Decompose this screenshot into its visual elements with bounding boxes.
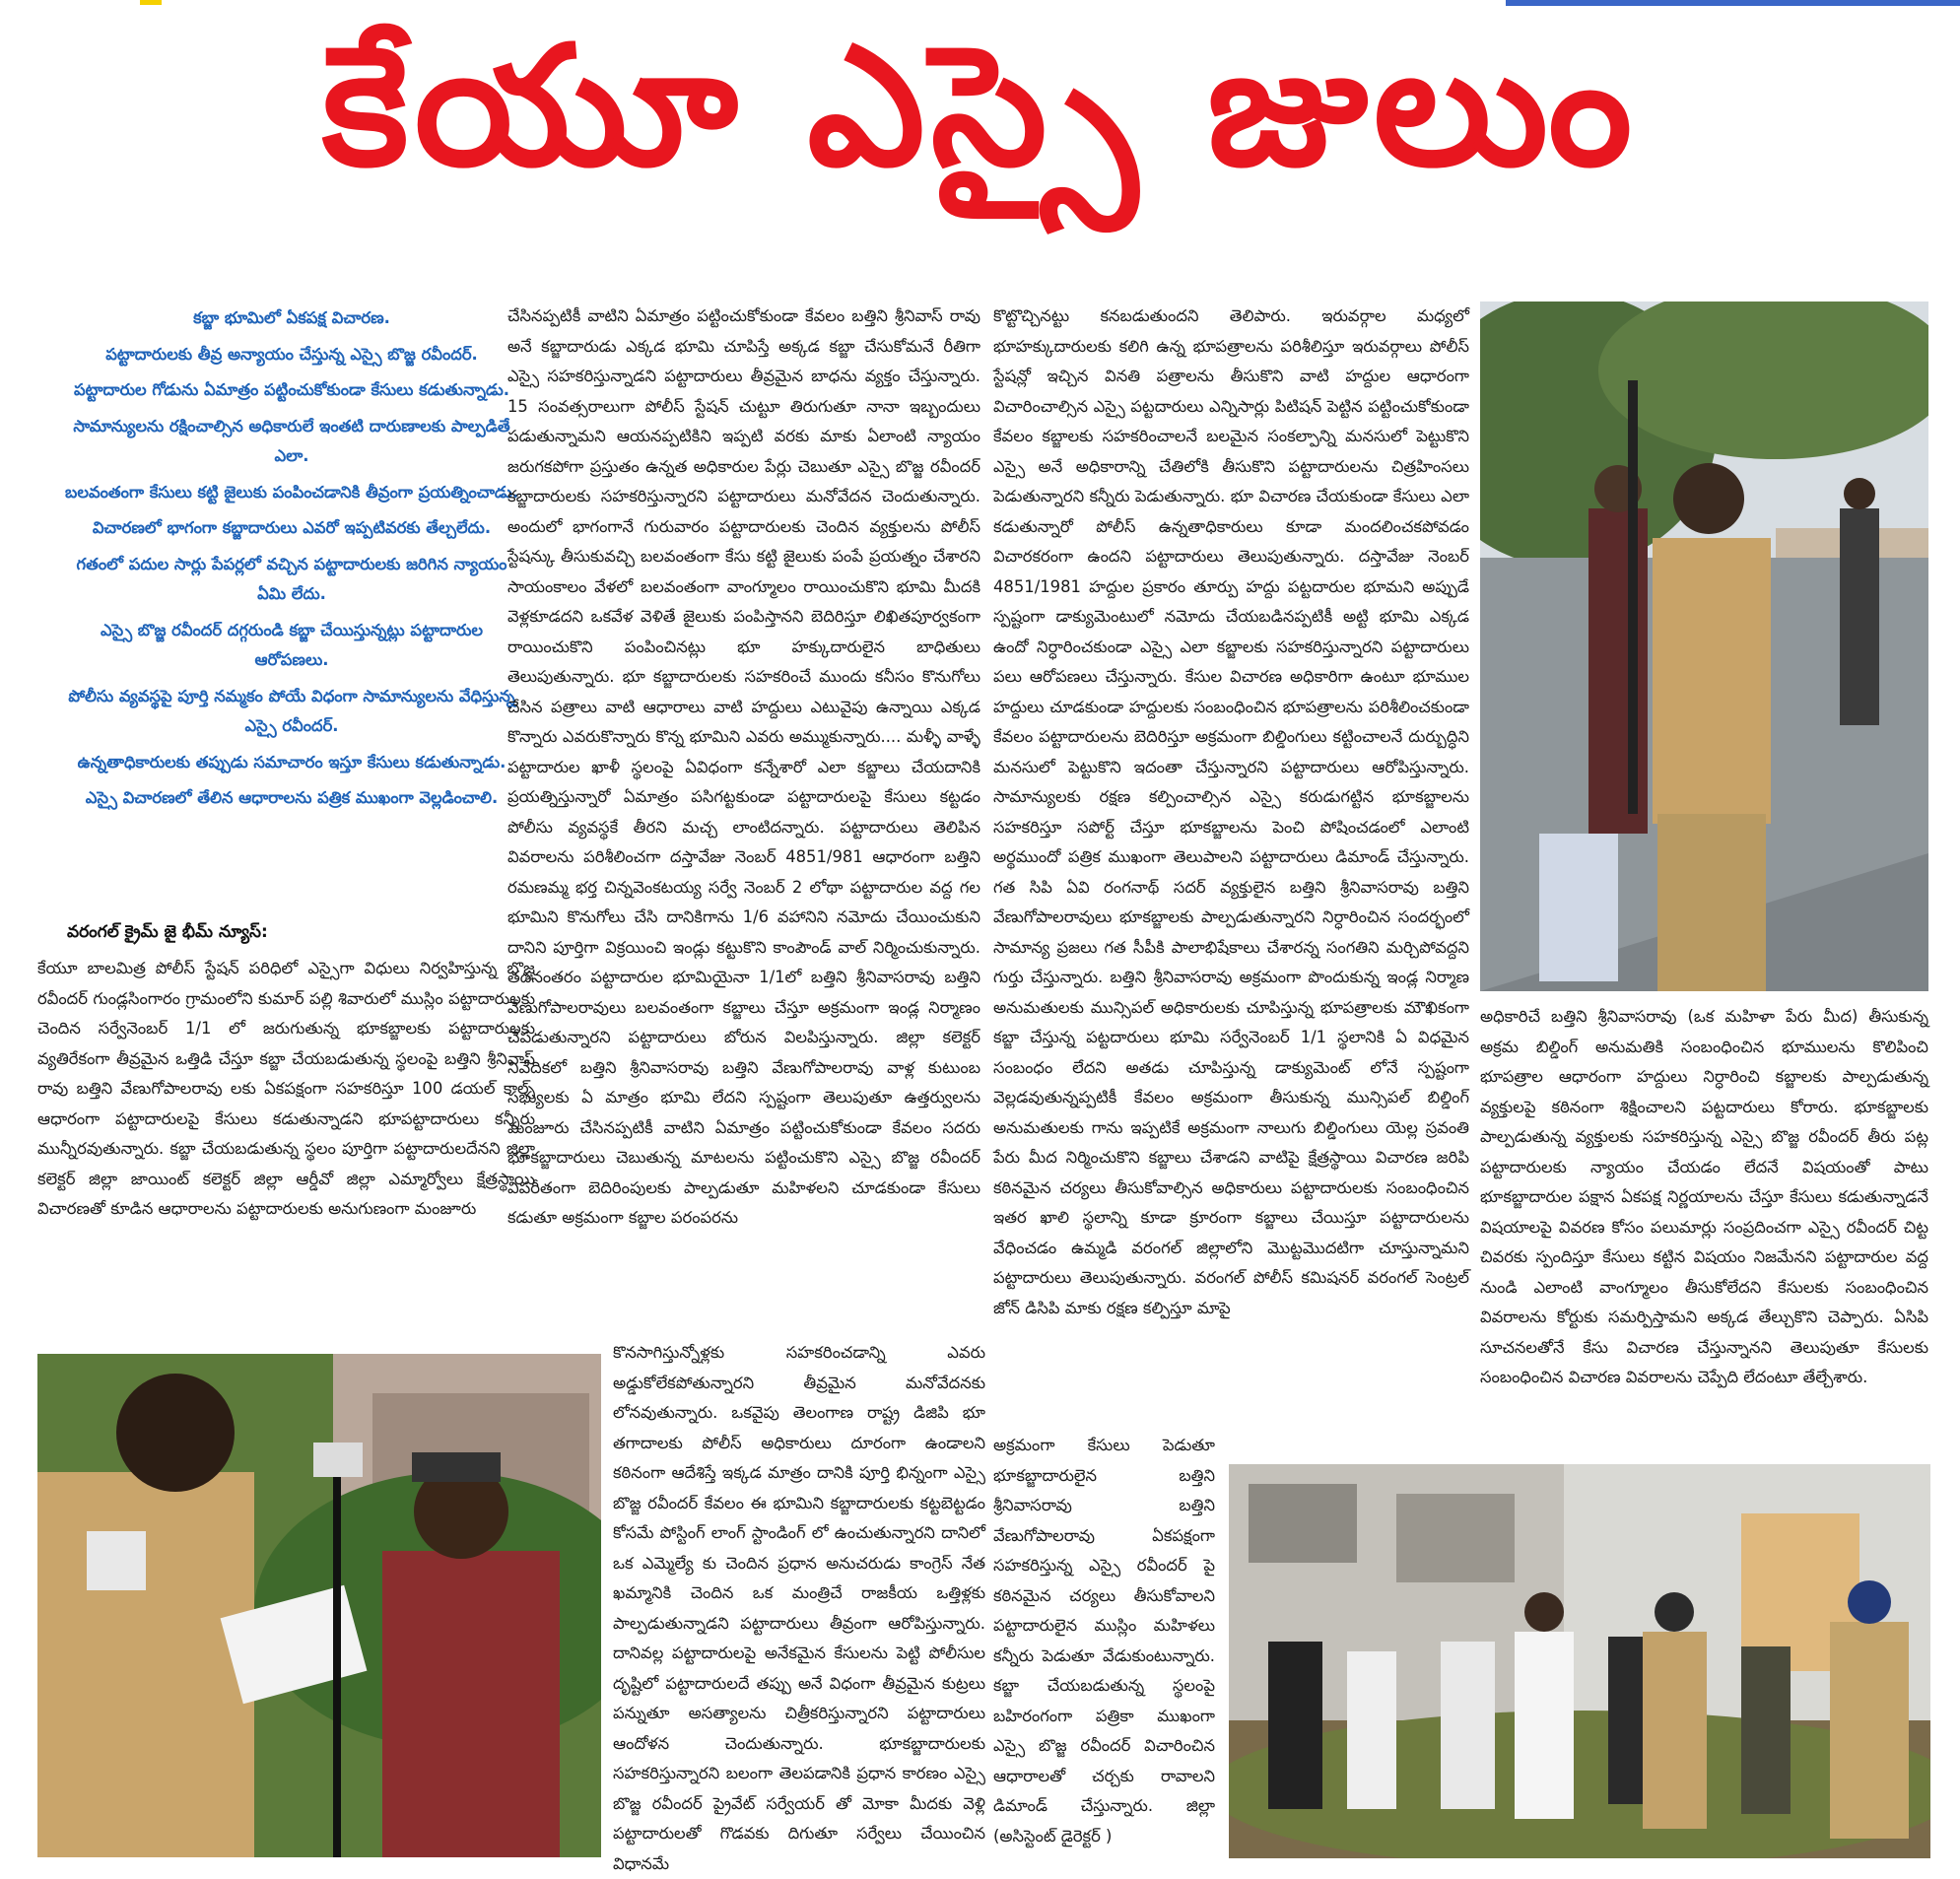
- highlight-item: పోలీసు వ్యవస్థపై పూర్తి నమ్మకం పోయే విధంగా సామాన్యులను వేధిస్తున్న ఎస్సై రవీందర్.: [68, 686, 515, 735]
- top-accent-right: [1506, 0, 1960, 6]
- article-column-3-continued: [993, 1431, 1215, 1851]
- highlight-item: ఎస్సై బొజ్జ రవీందర్ దగ్గరుండి కబ్జా చేయిస్తున్నట్లు పట్టాదారుల ఆరోపణలు.: [100, 620, 484, 669]
- article-paragraph: అక్రమంగా కేసులు పెడుతూ భూకబ్జాదారులైన బత్తిని శ్రీనివాసరావు బత్తిని వేణుగోపాలరావు ఏకపక్షంగా సహకరిస్తున్న ఎస్సై రవీందర్ పై కఠినమైన చర్యలు తీసుకోవాలని పట్టాదారులైన ముస్లిం మహిళలు కన్నీరు పెడుతూ వేడుకుంటున్నారు. కబ్జా చేయబడుతున్న స్థలంపై బహిరంగంగా పత్రికా ముఖంగా ఎస్సై బొజ్జ రవీందర్ విచారించిన ఆధారాలతో చర్చకు రావాలని డిమాండ్ చేస్తున్నారు. జిల్లా (అసిస్టెంట్ డైరెక్టర్ ): [993, 1436, 1215, 1845]
- article-paragraph: కొట్టొచ్చినట్టు కనబడుతుందని తెలిపారు. ఇరువర్గాల మధ్యలో భూహక్కుదారులకు కలిగి ఉన్న భూపత్రాలను పరిశీలిస్తూ ఇరువర్గాలు పోలీస్ స్టేషన్లో ఇచ్చిన వినతి పత్రాలను తీసుకొని వాటి హద్దుల ఆధారంగా విచారించాల్సిన ఎస్సై పట్టదారులు ఎన్నిసార్లు పిటిషన్ పెట్టిన పట్టించుకోకుండా కేవలం కబ్జాలకు సహకరించాలనే బలమైన సంకల్పాన్ని మనసులో పెట్టుకొని ఎస్సై అనే అధికారాన్ని చేతిలోకి తీసుకొని పట్టాదారులను చిత్రహింసలు పెడుతున్నారని కన్నీరు పెడుతున్నారు. భూ విచారణ చేయకుండా కేసులు ఎలా కడుతున్నారో పోలీస్ ఉన్నతాధికారులు కూడా మందలించకపోవడం విచారకరంగా ఉందని పట్టాదారులు తెలుపుతున్నారు. దస్తావేజు నెంబర్ 4851/1981 హద్దుల ప్రకారం తూర్పు హద్దు పట్టదారుల భూమని అప్పుడే స్పష్టంగా డాక్యుమెంటులో నమోదు చేయబడినప్పటికీ అట్టి భూమి ఎక్కడ ఉందో నిర్ధారించకుండా ఎస్సై ఎలా కబ్జాలకు సహకరిస్తున్నారని పట్టాదారులు పలు ఆరోపణలు చేస్తున్నారు. కేసుల విచారణ అధికారిగా ఉంటూ భూముల హద్దులు చూడకుండా హద్దులకు సంబంధించిన భూపత్రాలను పరిశీలించకుండా కేవలం పట్టాదారులను బెదిరిస్తూ అక్రమంగా బిల్డింగులు కట్టించాలనే దుర్బుద్ధిని మనసులో పెట్టుకొని ఇదంతా చేస్తున్నారని పట్టాదారులు ఆరోపిస్తున్నారు. సామాన్యులకు రక్షణ కల్పించాల్సిన ఎస్సై కరుడుగట్టిన భూకబ్జాలను సహకరిస్తూ సపోర్ట్ చేస్తూ భూకబ్జాలను పెంచి పోషించడంలో ఎలాంటి అర్థముందో పత్రిక ముఖంగా తెలుపాలని పట్టాదారులు డిమాండ్ చేస్తున్నారు. గత సిపి ఏవి రంగనాథ్ సదర్ వ్యక్తులైన బత్తిని శ్రీనివాసరావు బత్తిని వేణుగోపాలరావులు భూకబ్జాలకు పాల్పడుతున్నారని నిర్ధారించిన సందర్భంలో సామాన్య ప్రజలు గత సీపీకి పాలాభిషేకాలు చేశారన్న సంగతిని మర్చిపోవద్దని గుర్తు చేస్తున్నారు. బత్తిని శ్రీనివాసరావు అక్రమంగా పొందుకున్న ఇండ్ల నిర్మాణ అనుమతులకు మున్సిపల్ అధికారులకు చూపిస్తున్న భూపత్రాలకు మౌఖికంగా కబ్జా చేస్తున్న పట్టదారులు భూమి సర్వేనెంబర్ 1/1 స్థలానికి ఏ విధమైన సంబంధం లేదని అతడు చూపిస్తున్న డాక్యుమెంట్ లోనే స్పష్టంగా వెల్లడవుతున్నప్పటికీ కేవలం అక్రమంగా తీసుకున్న మున్సిపల్ బిల్డింగ్ అనుమతులకు గాను ఇప్పటికే అక్రమంగా నాలుగు బిల్డింగులు యెల్ల స్రవంతి పేరు మీద నిర్మించుకొని కబ్జాలు చేశాడని వాటిపై క్షేత్రస్థాయి విచారణ జరిపి కఠినమైన చర్యలు తీసుకోవాల్సిన అధికారులు పట్టాదారులకు సంబంధించిన ఇతర ఖాలి స్థలాన్ని కూడా క్రూరంగా కబ్జాలు చేయిస్తూ పట్టాదారులను వేధించడం ఉమ్మడి వరంగల్ జిల్లాలోని మొట్టమొదటిగా చూస్తున్నామని పట్టాదారులు తెలుపుతున్నారు. వరంగల్ పోలీస్ కమిషనర్ వరంగల్ సెంట్రల్ జోన్ డిసిపి మాకు రక్షణ కల్పిస్తూ మాపై: [993, 306, 1469, 1317]
- highlights-list: [61, 303, 522, 820]
- highlight-item: కబ్జా భూమిలో ఏకపక్ష విచారణ.: [193, 308, 390, 327]
- top-accent-left: [140, 0, 162, 5]
- article-paragraph: అధికారిచే బత్తిని శ్రీనివాసరావు (ఒక మహిళా పేరు మీద) తీసుకున్న అక్రమ బిల్డింగ్ అనుమతికి సంబంధించిన భూములను కొలిపించి భూపత్రాల ఆధారంగా హద్దులు నిర్ధారించి కబ్జాలకు పాల్పడుతున్న వ్యక్తులపై కఠినంగా శిక్షించాలని పట్టదారులు కోరారు. భూకబ్జాలకు పాల్పడుతున్న వ్యక్తులకు సహకరిస్తున్న ఎస్సై బొజ్జ రవీందర్ తీరు పట్ల పట్టాదారులకు న్యాయం చేయడం లేదనే విషయంతో పాటు భూకబ్జాదారుల పక్షాన ఏకపక్ష నిర్ణయాలను చేస్తూ కేసులు కడుతున్నాడనే విషయాలపై వివరణ కోసం పలుమార్లు సంప్రదించగా ఎస్సై రవీందర్ చిట్ట చివరకు స్పందిస్తూ కేసులు కట్టిన విషయం నిజమేనని పట్టాదారుల వద్ద నుండి ఎలాంటి వాంగ్మూలం తీసుకోలేదని కేసులకు సంబంధించిన వివరాలను కోర్టుకు సమర్పిస్తామని అక్కడ తేల్చుకొని చెప్పారు. ఏసిపి సూచనలతోనే కేసు విచారణ చేస్తున్నానని తెలుపుతూ కేసులకు సంబంధించిన విచారణ వివరాలను చెప్పేది లేదంటూ తేల్చేశారు.: [1480, 1007, 1928, 1386]
- highlight-item: ఉన్నతాధికారులకు తప్పుడు సమాచారం ఇస్తూ కేసులు కడుతున్నాడు.: [77, 752, 507, 772]
- article-column-2-continued: [613, 1338, 985, 1879]
- article-paragraph: చేసినప్పటికీ వాటిని ఏమాత్రం పట్టించుకోకుండా కేవలం బత్తిని శ్రీనివాస్ రావు అనే కబ్జాదారుడు ఎక్కడ భూమి చూపిస్తే అక్కడ కబ్జా చేసుకోమనే రీతిగా ఎస్సై సహకరిస్తున్నాడని పట్టాదారులు తీవ్రమైన బాధను వ్యక్తం చేస్తున్నారు. 15 సంవత్సరాలుగా పోలీస్ స్టేషన్ చుట్టూ తిరుగుతూ నానా ఇబ్బందులు పడుతున్నామని ఆయనప్పటికిని ఇప్పటి వరకు మాకు ఏలాంటి న్యాయం జరుగకపోగా ప్రస్తుతం ఉన్నత అధికారుల పేర్లు చెబుతూ ఎస్సై బొజ్జ రవీందర్ కబ్జాదారులకు సహకరిస్తున్నారని పట్టాదారులు మనోవేదన చెందుతున్నారు. అందులో భాగంగానే గురువారం పట్టాదారులకు చెందిన వ్యక్తులను పోలీస్ స్టేషన్కు తీసుకువచ్చి బలవంతంగా కేసు కట్టి జైలుకు పంపే ప్రయత్నం చేశారని సాయంకాలం వేళలో బలవంతంగా వాంగ్మూలం రాయించుకొని భూమి మీదకి వెళ్లకూడదని ఒకవేళ వెళితే జైలుకు పంపిస్తానని బెదిరిస్తూ లిఖితపూర్వకంగా రాయించుకొని పంపించినట్లు భూ హక్కుదారులైన బాధితులు తెలుపుతున్నారు. భూ కబ్జాదారులకు సహకరించే ముందు కనీసం కొనుగోలు చేసిన పత్రాలు వాటి ఆధారాలు వాటి హద్దులు ఎటువైపు ఉన్నాయి ఎక్కడ కొన్నారు ఎవరుకొన్నారు కొన్న భూమిని ఎవరు అమ్ముకున్నారు.... మళ్ళీ వాళ్ళే పట్టాదారుల ఖాళీ స్థలంపై ఏవిధంగా కన్నేశారో ఎలా కబ్జాలు చేయదానికి ప్రయత్నిస్తున్నారో ఏమాత్రం పసిగట్టకుండా పట్టాదారులపై కేసులు కట్టడం పోలీసు వ్యవస్థకే తీరని మచ్చ లాంటిదన్నారు. పట్టాదారులు తెలిపిన వివరాలను పరిశీలించగా దస్తావేజు నెంబర్ 4851/981 ఆధారంగా బత్తిని రమణమ్మ భర్త చిన్నవెంకటయ్య సర్వే నెంబర్ 2 లోథా పట్టాదారుల వద్ద గల భూమిని కొనుగోలు చేసి దానికిగాను 1/6 వహానిని నమోదు చేయించుకుని దానిని పూర్తిగా విక్రయించి ఇండ్లు కట్టుకొని కాంపౌండ్ వాల్ నిర్మించుకున్నారు. తదనంతరం పట్టాదారుల భూమియైనా 1/1లో బత్తిని శ్రీనివాసరావు బత్తిని వేణుగోపాలరావులు బలవంతంగా కబ్జాలు చేస్తూ అక్రమంగా ఇండ్ల నిర్మాణం చేపడుతున్నారని పట్టాదారులు బోరున విలపిస్తున్నారు. జిల్లా కలెక్టర్ నివేదికలో బత్తిని శ్రీనివాసరావు బత్తిని వేణుగోపాలరావు వాళ్ల కుటుంబ సభ్యులకు ఏ మాత్రం భూమి లేదని స్పష్టంగా తెలుపుతూ ఉత్తర్వులను మంజూరు చేసినప్పటికీ వాటిని ఏమాత్రం పట్టించుకోకుండా కేవలం సదరు భూకబ్జాదారులు చెబుతున్న మాటలను పట్టించుకొని ఎస్సై బొజ్జ రవీందర్ విపరీతంగా బెదిరింపులకు పాల్పడుతూ మహిళలని చూడకుండా కేసులు కడుతూ అక్రమంగా కబ్జాల పరంపరను: [507, 306, 980, 1227]
- highlight-item: ఎస్సై విచారణలో తేలిన ఆధారాలను పత్రిక ముఖంగా వెల్లడించాలి.: [85, 788, 499, 807]
- highlight-item: పట్టాదారులకు తీవ్ర అన్యాయం చేస్తున్న ఎస్సై బొజ్జ రవీందర్.: [105, 344, 478, 364]
- highlight-item: గతంలో పదుల సార్లు పేపర్లలో వచ్చిన పట్టాదారులకు జరిగిన న్యాయం ఏమి లేదు.: [76, 554, 507, 603]
- article-column-3: [993, 302, 1469, 1323]
- highlight-item: పట్టాదారుల గోడును ఏమాత్రం పట్టించుకోకుండా కేసులు కడుతున్నాడు.: [73, 380, 510, 399]
- article-column-4: [1480, 1002, 1928, 1393]
- article-paragraph: కేయూ బాలమిత్ర పోలీస్ స్టేషన్ పరిధిలో ఎస్సైగా విధులు నిర్వహిస్తున్న బొజ్జ రవీందర్ గుండ్లసింగారం గ్రామంలోని కుమార్ పల్లి శివారులో ముస్లిం పట్టాదారులకు చెందిన సర్వేనెంబర్ 1/1 లో జరుగుతున్న భూకబ్జాలకు పట్టాదారులకు వ్యతిరేకంగా తీవ్రమైన ఒత్తిడి చేస్తూ కబ్జా చేయబడుతున్న స్థలంపై బత్తిని శ్రీనివాస్ రావు బత్తిని వేణుగోపాలరావు లకు ఏకపక్షంగా సహకరిస్తూ 100 డయల్ కాల్స్ ఆధారంగా పట్టాదారులపై కేసులు కడుతున్నాడని భూపట్టాదారులు కన్నీరు మున్నీరవుతున్నారు. కబ్జా చేయబడుతున్న స్థలం పూర్తిగా పట్టాదారులదేనని జిల్లా కలెక్టర్ జిల్లా జాయింట్ కలెక్టర్ జిల్లా ఆర్డీవో జిల్లా ఎమ్మార్వోలు క్షేత్రస్థాయి విచారణతో కూడిన ఆధారాలను పట్టాదారులకు అనుగుణంగా మంజూరు: [37, 959, 535, 1218]
- photo-group-at-site: [1229, 1464, 1930, 1858]
- highlight-item: బలవంతంగా కేసులు కట్టి జైలుకు పంపించడానికి తీవ్రంగా ప్రయత్నించాడు.: [65, 482, 518, 502]
- headline: కేయూ ఎస్సై జులుం: [321, 10, 1639, 203]
- article-column-2: [507, 302, 980, 1234]
- highlight-item: సామాన్యులను రక్షించాల్సిన అధికారులే ఇంతటి దారుణాలకు పాల్పడితే ఎలా.: [73, 416, 510, 465]
- article-column-1: [37, 954, 535, 1225]
- photo-officer-walking: [1480, 302, 1928, 991]
- highlight-item: విచారణలో భాగంగా కబ్జాదారులు ఎవరో ఇప్పటివరకు తేల్చలేదు.: [92, 518, 492, 537]
- byline: వరంగల్ క్రైమ్ జై భీమ్ న్యూస్:: [67, 922, 268, 942]
- article-paragraph: కొనసాగిస్తున్నోళ్లకు సహకరించడాన్ని ఎవరు అడ్డుకోలేకపోతున్నారని తీవ్రమైన మనోవేదనకు లోనవుతున్నారు. ఒకవైపు తెలంగాణ రాష్ట్ర డిజిపి భూ తగాదాలకు పోలీస్ అధికారులు దూరంగా ఉండాలని కఠినంగా ఆదేశిస్తే ఇక్కడ మాత్రం దానికి పూర్తి భిన్నంగా ఎస్సై బొజ్జ రవీందర్ కేవలం ఈ భూమిని కబ్జాదారులకు కట్టబెట్టడం కోసమే పోస్టింగ్ లాంగ్ స్టాండింగ్ లో ఉంచుతున్నారని దానిలో ఒక ఎమ్మెల్యే కు చెందిన ప్రధాన అనుచరుడు కాంగ్రెస్ నేత ఖమ్మానికి చెందిన ఒక మంత్రిచే రాజకీయ ఒత్తిళ్లకు పాల్పడుతున్నాడని పట్టాదారులు తీవ్రంగా ఆరోపిస్తున్నారు. దానివల్ల పట్టాదారులపై అనేకమైన కేసులను పెట్టి పోలీసుల దృష్టిలో పట్టాదారులదే తప్పు అనే విధంగా తీవ్రమైన కుట్రలు పన్నుతూ అసత్యాలను చిత్రీకరిస్తున్నారని పట్టాదారులు ఆందోళన చెందుతున్నారు. భూకబ్జాదారులకు సహకరిస్తున్నారని బలంగా తెలపడానికి ప్రధాన కారణం ఎస్సై బొజ్జ రవీందర్ ప్రైవేట్ సర్వేయర్ తో మోకా మీదకు వెళ్లి పట్టాదారులతో గొడవకు దిగుతూ సర్వేలు చేయించిన విధానమే: [613, 1343, 985, 1873]
- photo-officer-with-surveyor: [37, 1354, 601, 1857]
